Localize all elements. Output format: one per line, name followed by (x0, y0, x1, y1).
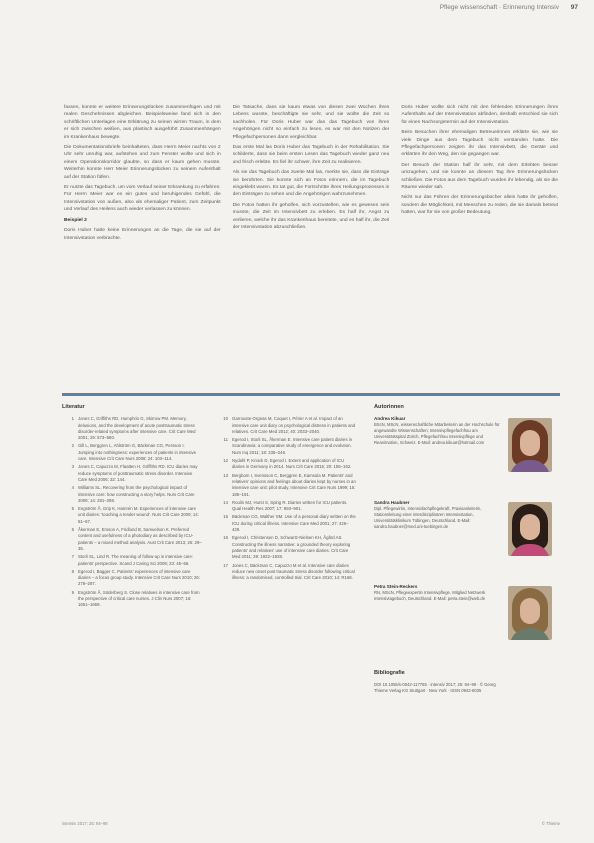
reference-item (216, 473, 356, 498)
bibliography-title: Bibliografie (374, 670, 405, 676)
paragraph: Der Besuch der Station half ihr sehr, mit dem Erlebten besser umzugehen, und sie konnte an diesem Tag ihre Erinnerungslücken schließen. Die Fotos aus dem Tagebuch wurden ihr lebendig, als sie die Räume wieder sah. (401, 162, 559, 191)
author-text (374, 416, 502, 446)
author-text (374, 500, 502, 530)
paragraph: Nicht nur das Führen der Erinnerungsbücher allein hatte ihr geholfen, sondern die Möglichkeit, mit Menschen zu reden, die sie damals betreut hatten, war für sie von großer Bedeutung. (401, 195, 559, 216)
reference-item (216, 416, 356, 435)
author-bio: Dipl. Pflegewirtin, Intensivfachpflegekraft, Praxisanleiterin, Stationsleitung einer interdisziplinären Intensivstation, Universitätsklinikum Tübingen, Deutschland. E-Mail: sandra.haubner@med.uni-tuebingen.de (374, 506, 482, 529)
reference-text: Åkerman E, Ersson A, Fridlund B, Samuelson K. Preferred content and usefulness of a photodiary as described by ICU-patients – a mixed method analysis. Aust Crit Care 2013; 26: 29–35. (78, 527, 202, 551)
author-photo-icon (508, 418, 552, 472)
paragraph: Als sie das Tagebuch das zweite Mal las, merkte sie, dass die Einträge sie berührten. Sie konnte sich an Fotos erinnern, die im Tagebuch eingeklebt waren. Es tat gut, die Fortschritte ihres Heilungsprozesses in den Einträgen zu sehen und die Angehörigen wahrzunehmen. (232, 170, 390, 198)
reference-text: Jones C, Capuzzo M, Flaatten H, Griffiths RD. ICU diaries may reduce symptoms of posttraumatic stress disorder. Intensive Care Med 2006; 32: 144. (78, 464, 198, 482)
reference-number: 16 (223, 535, 228, 541)
reference-text: Egerod I, Bagger C. Patients' experiences of intensive care diaries – a focus group study. Intensive Crit Care Nurs 2010; 26: 278–287. (78, 568, 200, 587)
author-photo-icon (508, 586, 552, 640)
reference-item (62, 554, 202, 567)
example-heading: Beispiel 2 (64, 217, 87, 223)
reference-text: Roulin MJ, Hurst S, Spirig R. Diaries written for ICU patients. Qual Health Res 2007; 17: 893–901. (232, 499, 348, 512)
reference-item (216, 500, 356, 513)
reference-text: Engström Å, Grip K, Hamrén M. Experiences of intensive care unit diaries: 'touching a tender wound'. Nurs Crit Care 2009; 14: 61–67. (78, 506, 199, 524)
paragraph: Die Tatsache, dass sie kaum etwas von diesen zwei Wochen ihres Lebens wusste, beschäftigte sie sehr, und sie wollte die Zeit so nachholen. Für Doris Huber war das das Tagebuch von ihren Angehörigen nicht so einfach zu lesen, es war mit den Notizen der Pflegefachpersonen dann vergleichbar. (232, 105, 390, 140)
reference-text: Williams SL. Recovering from the psychological impact of intensive care: how constructing a story helps. Nurs Crit Care 2009; 14: 281–288. (78, 485, 195, 503)
reference-number: 9 (71, 589, 74, 595)
reference-text: Egerod I, Christensen D, Schwartz-Nielsen KH, Ågård AS. Constructing the illness narrative: a grounded theory exploring patients' and relatives' use of intensive care diaries. Crit Care Med 2011; 39: 1922–1928. (232, 535, 351, 560)
author-name: Petra Stein-Reckers (374, 584, 418, 589)
reference-item (216, 535, 356, 560)
paragraph: Die Fotos hatten ihr geholfen, sich vorzustellen, wie es gewesen sein musste, die Zeit im Intensivbett zu erleben. Es half ihr, Angst zu verlieren, welche ihr das Krankenhaus bereitete, und es half ihr, die Zeit der Intensivstation abzuschließen. (232, 202, 390, 231)
reference-number: 15 (223, 514, 228, 520)
reference-text: Nydahl P, Knück D, Egerod I. Extent and application of ICU diaries in Germany in 2014. Nurs Crit Care 2015; 20: 155–162. (232, 458, 352, 470)
reference-text: Engström Å, Söderberg S. Close relatives in intensive care from the perspective of critical care nurses. J Clin Nurs 2007; 16: 1651–1659. (78, 589, 200, 608)
author-photo-icon (508, 502, 552, 556)
reference-number: 14 (223, 499, 228, 505)
article-body (64, 104, 558, 374)
reference-number: 1 (71, 416, 74, 422)
reference-number: 4 (71, 485, 74, 491)
paragraph: Doris Huber wollte sich nicht mit den fehlenden Erinnerungen ihres Aufenthalts auf der Intensivstation abfinden, deshalb entschied sie sich für einen Nachsorgetermin auf der Intensivstation. (401, 105, 559, 125)
paragraph: fassen, konnte er weitere Erinnerungslücken zusammenfügen und mit realen Geschehnissen abgleichen. Beispielsweise fand sich in den schriftlichen Unterlagen eine Erklärung zu seinen wirren Traum, in dem er sich zwischen weißen, aus plastisch ausgeführt Zusammenhängen im Krankenhaus bewegte. (64, 105, 221, 140)
page-footer (62, 821, 560, 829)
literature-title: Literatur (62, 404, 85, 410)
author-bio: RN, MScN, Pflegeexpertin Intensivpflege, Mitglied Netzwerk Intensivtagebuch, Deutschland. E-Mail: petra.stein@web.de (374, 590, 486, 601)
reference-item (62, 416, 202, 441)
reference-number: 6 (71, 527, 74, 533)
reference-item (62, 506, 202, 525)
author-text (374, 584, 502, 602)
reference-number: 8 (71, 568, 74, 574)
authors-section (374, 404, 560, 694)
reference-number: 7 (71, 554, 74, 560)
literature-column-2 (216, 404, 356, 764)
reference-number: 10 (223, 416, 228, 422)
reference-text: Bäckman CG, Walther SM. Use of a personal diary written on the ICU during critical illness. Intensive Care Med 2001; 27: 426–429. (232, 514, 356, 533)
reference-number: 13 (223, 472, 228, 478)
section-divider (62, 393, 560, 396)
reference-item (216, 458, 356, 471)
reference-number: 3 (71, 464, 74, 470)
reference-item (62, 590, 202, 609)
author-card (374, 584, 560, 664)
author-name: Sandra Haubner (374, 500, 410, 505)
body-column-3 (401, 104, 558, 374)
reference-text: Garrouste-Orgeas M, Coquet I, Périer A et al. Impact of an intensive care unit diary on psychological distress in patients and relatives. Crit Care Med 2012; 40: 2033–2040. (232, 416, 356, 434)
reference-number: 12 (223, 458, 228, 464)
paragraph: Beim Besuchen ihrer ehemaligen Betreuerinnen erklärte sie, wie sie viele Dinge aus dem Tagebuch nicht verstanden hatte. Die Pflegefachpersonen zeigten ihr das Intensivbett, die Geräte und erklärten ihr den Weg, den sie gegangen war. (401, 130, 559, 158)
reference-item (62, 569, 202, 588)
paragraph: Die Dokumentationsbriefe beinhalteten, dass Herrn Meier nachts von 2 Uhr sehr unruhig war, aufstehen und zum Fenster wollte und sich in einem Operationskorridor glaubte, so dass er kaum gehen musste. Weiterhin konnte Herr Meier Erinnerungslücken zu seinem Aufenthalt auf der Station füllen. (64, 145, 221, 180)
reference-item (216, 437, 356, 456)
author-card (374, 500, 560, 580)
reference-number: 17 (223, 562, 228, 568)
reference-text: Gill L, Berggren L, Ahlström G, Bäckman CG, Persson I. Jumping into nothingness: experiences of patients in intensive care. Intensive Crit Care Nurs 2008; 24: 103–114. (78, 443, 196, 462)
author-card (374, 416, 560, 496)
reference-item (62, 443, 202, 462)
reference-item (216, 514, 356, 533)
reference-number: 11 (223, 437, 228, 443)
reference-text: Bergbom I, Svensson C, Berggren E, Kamsula M. Patients' and relatives' opinions and feelings about diaries kept by nurses in an intensive care unit: pilot study. Intensive Crit Care Nurs 1999; 15: 185–191. (232, 472, 356, 497)
footer-left: intensiv 2017; 25: 94–98 (62, 821, 108, 826)
reference-item (62, 485, 202, 504)
reference-number: 2 (71, 443, 74, 449)
body-column-1 (64, 104, 221, 374)
literature-title-spacer (216, 404, 356, 410)
reference-item (62, 527, 202, 552)
paragraph: Das erste Mal las Doris Huber das Tagebuch in der Rehabilitation. Sie schilderte, dass sie beim ersten Lesen das Tagebuch wieder ganz neu und frisch erlebte. Es fiel ihr schwer, ihre Zeit zu realisieren. (232, 145, 390, 165)
bibliography-text: DOI 10.1055/s-0042-117765 · intensiv 2017; 25: 94–98 · © Georg Thieme Verlag KG Stuttgart · New York · ISSN 0942-6035 (374, 682, 496, 693)
bibliography (374, 670, 504, 694)
reference-text: Egerod I, Storli SL, Åkerman E. Intensive care patient diaries in Scandinavia: a comparative study of emergence and evolution. Nurs Inq 2011; 18: 235–246. (232, 437, 353, 455)
reference-item (216, 563, 356, 582)
paragraph: Er nutzte das Tagebuch, um vom Verlauf seiner Erkrankung zu erfahren. Für Herrn Meier war es ein gutes und beruhigendes Gefühl, die Intensivstation von außen, also als ehemaliger Patient, zum Zeitpunkt und Verlauf des Heilens auch wieder verlassen zu können. (64, 185, 221, 213)
reference-text: Storli SL, Lind R. The meaning of follow-up in intensive care: patients' perspective. Scand J Caring Sci 2009; 23: 45–56. (78, 554, 194, 566)
body-column-2 (233, 104, 390, 374)
author-bio: BScN, MScN, wissenschaftliche Mitarbeiterin an der Hochschule für angewandte Wissenschaften; Intensivpflegefachfrau am Universitätsspital Zürich, Pflegefachfrau Intensivpflege und Reanimation, Schweiz. E-Mail: andrea.kikuar@hotmail.com (374, 422, 500, 445)
author-name: Andrea Kikuar (374, 416, 406, 421)
back-matter (62, 404, 560, 774)
footer-right: © Thieme (541, 821, 560, 826)
page-number: 97 (570, 4, 578, 11)
paragraph: Doris Huber hatte keine Erinnerungen an die Tage, die sie auf der Intensivstation verbrachte. (64, 228, 221, 241)
reference-text: Jones C, Bäckman C, Capuzzo M et al. Intensive care diaries reduce new onset post traumatic stress disorder following critical illness: a randomised, controlled trial. Crit Care 2010; 14: R168. (232, 562, 355, 581)
reference-number: 5 (71, 506, 74, 512)
authors-title: Autorinnen (374, 404, 404, 410)
running-header (44, 4, 578, 24)
reference-text: Jones C, Griffiths RD, Humphris G, Skirrow PM. Memory, delusions, and the development of acute posttraumatic stress disorder-related symptoms after intensive care. Crit Care Med 2001; 29: 573–580. (78, 416, 196, 441)
reference-item (62, 464, 202, 483)
literature-column-1 (62, 404, 202, 764)
running-title: Pflege wissenschaft · Erinnerung Intensiv (439, 4, 559, 11)
